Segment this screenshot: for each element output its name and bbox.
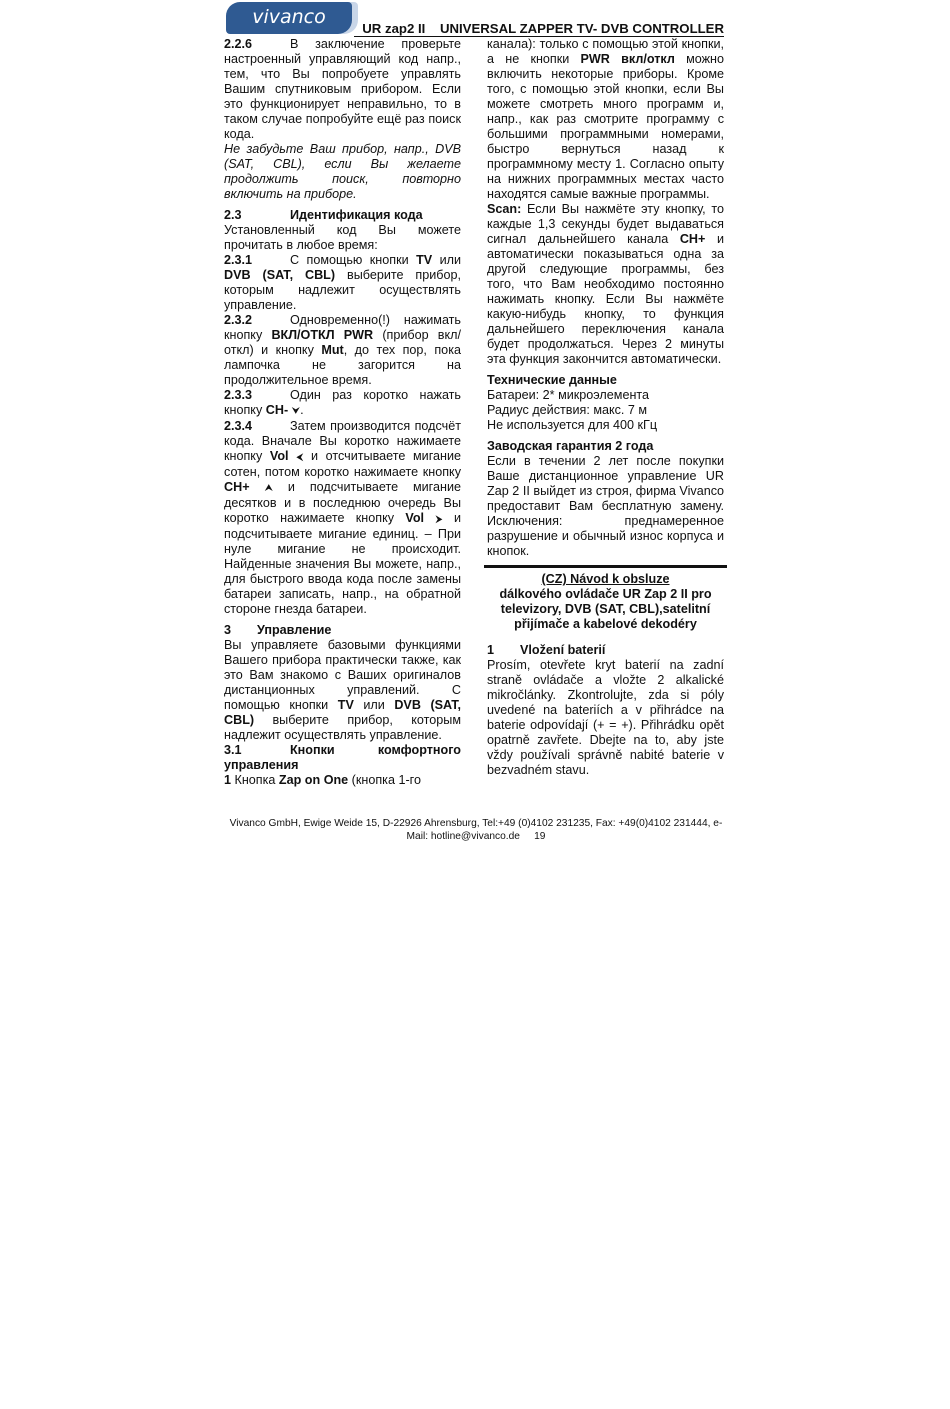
- header-title: UR zap2 II UNIVERSAL ZAPPER TV- DVB CONTROLLER: [354, 21, 724, 37]
- tech-data-line-3: Не используется для 400 кГц: [487, 418, 658, 432]
- tech-data-line-2: Радиус действия: макс. 7 м: [487, 403, 648, 417]
- cz-title: (CZ) Návod k obsluze dálkového ovládače UR Zap 2 II pro televizory, DVB (SAT, CBL),satelitní přijímače a kabelové dekodéry: [499, 572, 712, 631]
- heading-3-1: 3.1 Кнопки комфортного управления: [224, 743, 461, 772]
- scan-paragraph: Scan: Если Вы нажмёте эту кнопку, то каждые 1,3 секунды будет выдаваться сигнал дальнейшего канала CH+ и автоматически показываться одна за другой следующие программы, без того, что Вам необходимо постоянно нажимать кнопку. Если Вы нажмёте какую-нибудь кнопку, то функция дальнейшего переключения канала будет продолжаться. Через 2 минуты эта функция закончится автоматически.: [487, 202, 724, 366]
- item-1-continued: канала): только с помощью этой кнопки, а не кнопки PWR вкл/откл можно включить некоторые приборы. Кроме того, с помощью этой кнопки, если Вы можете смотреть много программ и, напр., как раз смотрите программу с большими программными номерами, быстро вернуться назад к программному месту 1. Согласно опыту на нижних программных местах часто находятся самые важные программы.: [487, 37, 724, 201]
- heading-2-3: 2.3 Идентификация кода: [224, 208, 423, 222]
- warranty-text: Если в течении 2 лет после покупки Ваше дистанционное управление UR Zap 2 II выйдет из строя, фирма Vivanco предоставит Вам бесплатную замену. Исключения: преднамеренное разрушение и обычный износ корпуса и кнопок.: [487, 454, 724, 558]
- section-2-2-6-note: Не забудьте Ваш прибор, напр., DVB (SAT, CBL), если Вы желаете продолжить поиск, повторно включить на приборе.: [224, 142, 461, 201]
- section-2-3-4: 2.3.4 Затем производится подсчёт кода. Вначале Вы коротко нажимаете кнопку Vol ⮜ и отсчитываете мигание сотен, потом коротко нажимаете кнопку CH+ ⮝ и подсчитываете мигание десятков и в последнюю очередь Вы коротко нажимаете кнопку Vol ⮞ и подсчитываете мигание единиц. – При нуле мигание не происходит. Найденные значения Вы можете, напр., для быстрого ввода кода после замены батареи записать, напр., на обратной стороне гнезда батареи.: [224, 419, 462, 616]
- arrow-down-icon: ⮟: [291, 406, 301, 417]
- section-3-text: Вы управляете базовыми функциями Вашего прибора практически также, как это Вам знакомо с Ваших оригиналов дистанционных управлений. С помощью кнопки TV или DVB (SAT, CBL) выберите прибор, которым надлежит осуществлять управление.: [224, 638, 461, 742]
- section-2-2-6: 2.2.6 В заключение проверьте настроенный управляющий код напр., тем, что Вы попробуете управлять Вашим спутниковым прибором. Если это функционирует неправильно, то в таком случае попробуйте ещё раз поиск кода.: [224, 37, 461, 141]
- right-column: [487, 37, 724, 778]
- section-3-1-item-1: 1 Кнопка Zap on One (кнопка 1-го: [224, 773, 421, 787]
- arrow-right-icon: ⮞: [435, 514, 443, 525]
- tech-data-line-1: Батареи: 2* микроэлемента: [487, 388, 650, 402]
- page-header: [224, 0, 728, 38]
- section-divider: [484, 565, 727, 568]
- heading-3: 3 Управление: [224, 623, 332, 637]
- logo-text: vivanco: [252, 6, 326, 28]
- section-2-3-3: 2.3.3 Один раз коротко нажать кнопку CH- ⮟.: [224, 388, 461, 417]
- section-2-3-text: Установленный код Вы можете прочитать в любое время:: [224, 223, 461, 252]
- warranty-heading: Заводская гарантия 2 года: [487, 439, 654, 453]
- vivanco-logo: [226, 2, 352, 34]
- arrow-left-icon: ⮜: [296, 452, 304, 463]
- tech-data-heading: Технические данные: [487, 373, 617, 387]
- footer-contact: Vivanco GmbH, Ewige Weide 15, D-22926 Ahrensburg, Tel:+49 (0)4102 231235, Fax: +49(0)4102 231444, e-Mail: hotline@vivanco.de: [229, 818, 723, 842]
- page-number: 19: [534, 831, 546, 842]
- section-2-3-2: 2.3.2 Одновременно(!) нажимать кнопку ВКЛ/ОТКЛ PWR (прибор вкл/откл) и кнопку Mut, до тех пор, пока лампочка не загорится на продолжительное время.: [224, 313, 461, 387]
- page-footer: [224, 817, 728, 843]
- left-column: [224, 37, 461, 788]
- arrow-up-icon: ⮝: [264, 483, 273, 494]
- section-2-3-1: 2.3.1 С помощью кнопки TV или DVB (SAT, CBL) выберите прибор, которым надлежит осуществлять управление.: [224, 253, 461, 312]
- cz-heading-1: 1 Vložení baterií: [487, 643, 606, 657]
- cz-section-1-text: Prosím, otevřete kryt baterií na zadní straně ovládače a vložte 2 alkalické mikročlánky. Zkontrolujte, zda si póly uvedené na bateriích a v přihrádce na baterie odpovídají (+ = +). Přihrádku opět opatrně zavřete. Dbejte na to, aby jste vždy používali správně nabité baterie v bezvadném stavu.: [487, 658, 724, 777]
